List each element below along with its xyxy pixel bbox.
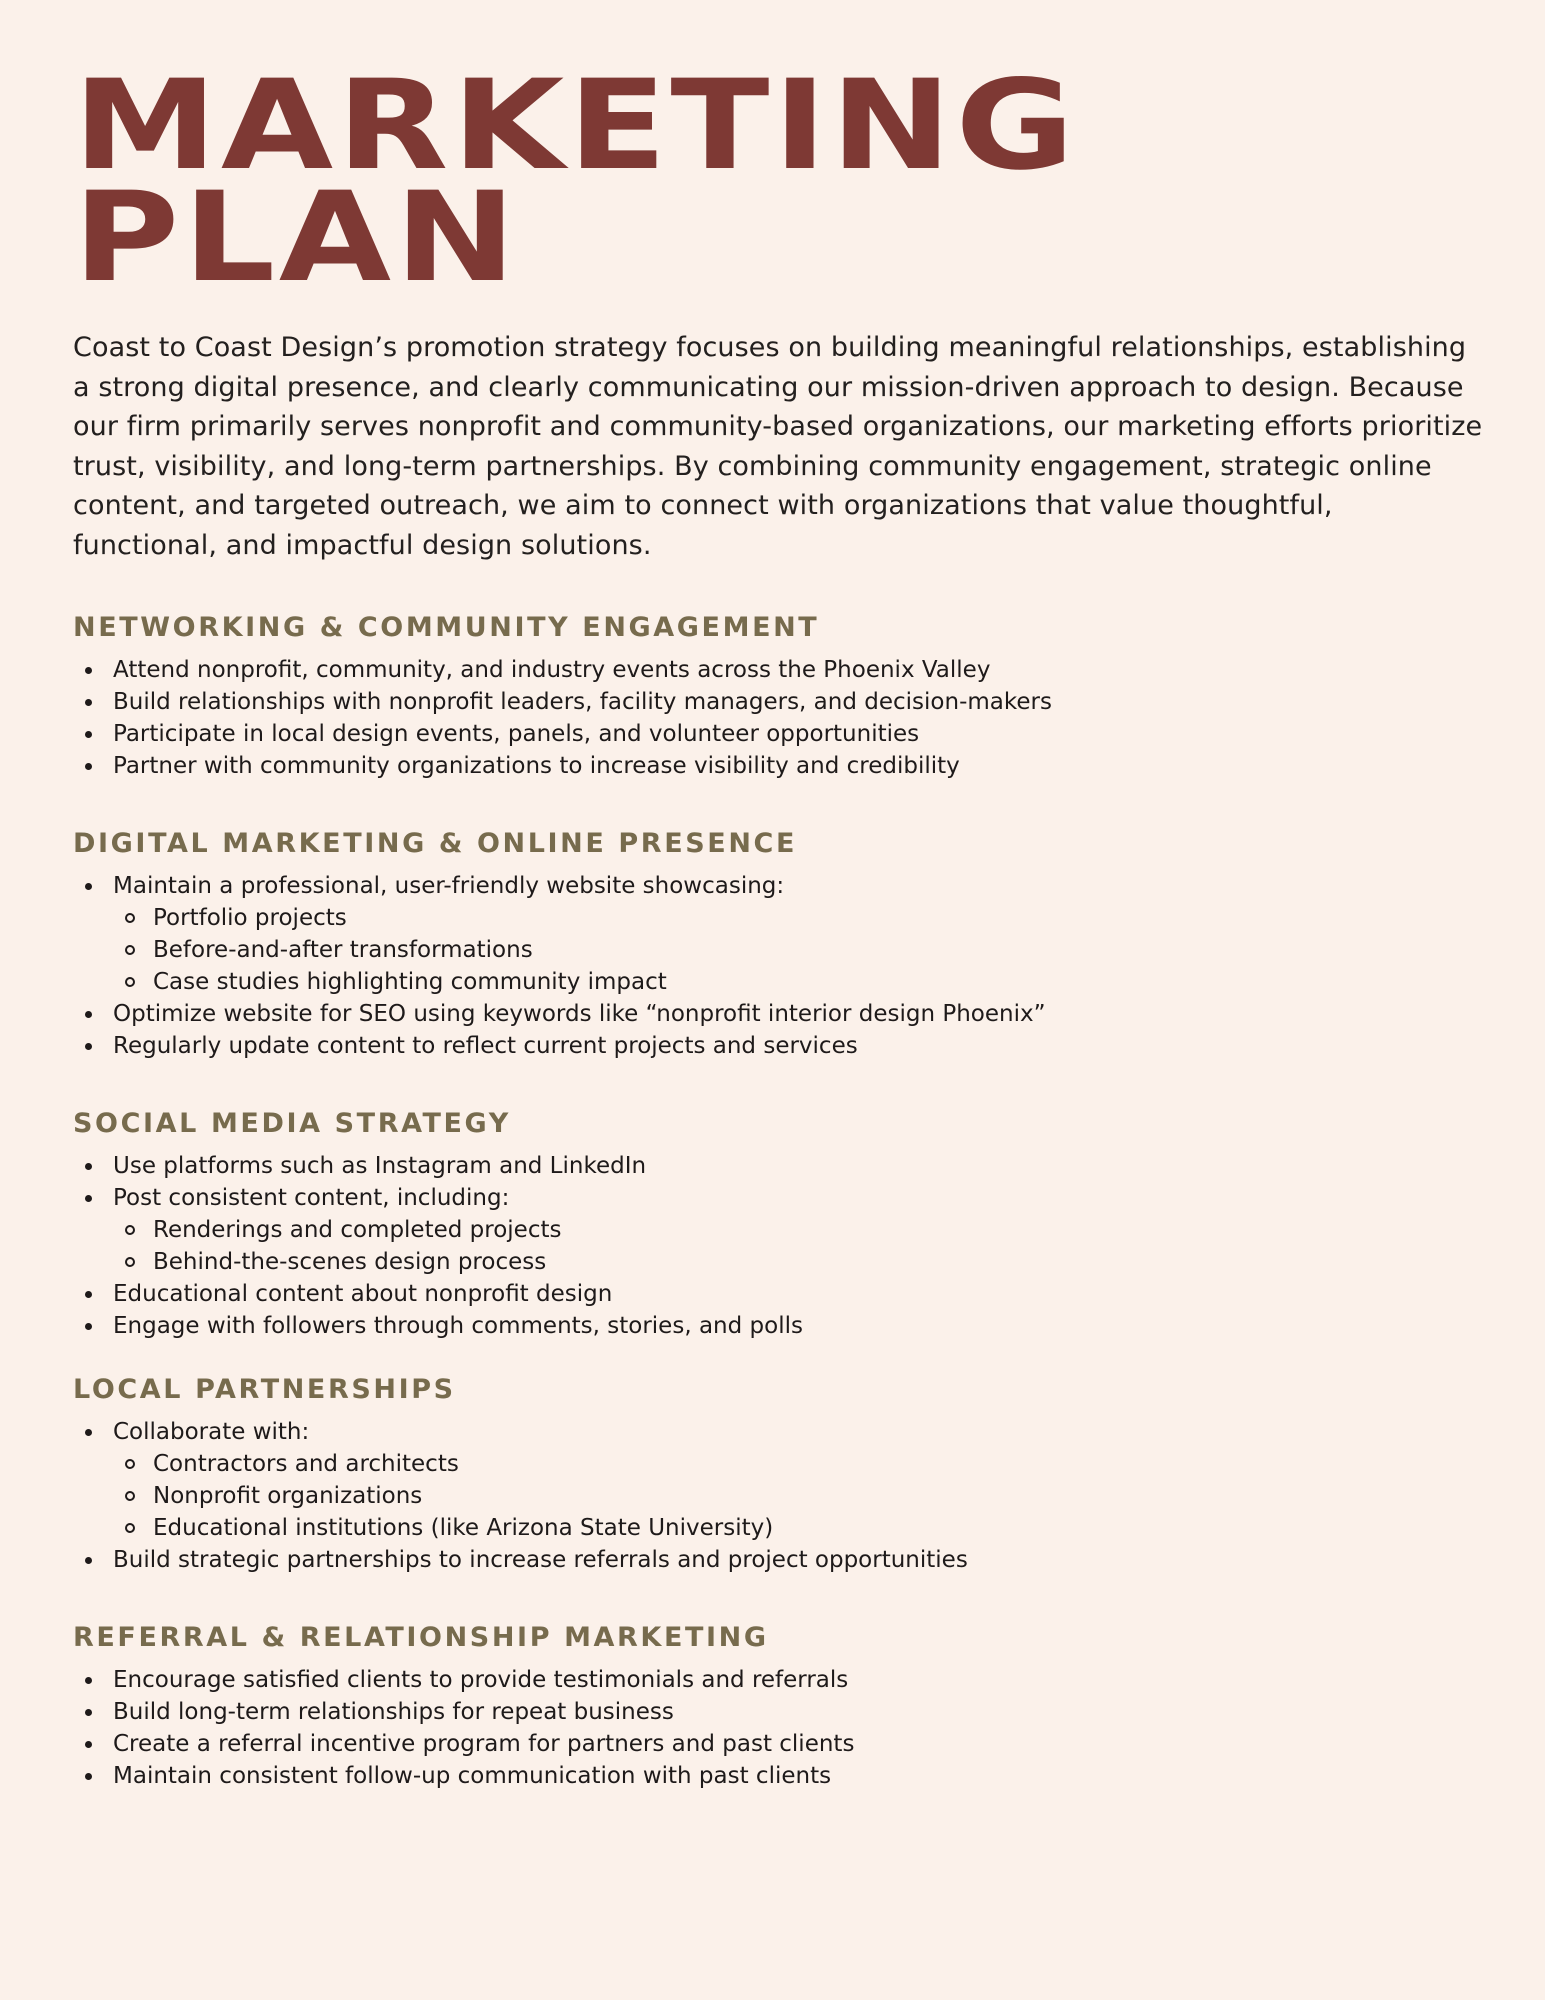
section-referral-marketing: [73, 1620, 1493, 1792]
list-item-text: Collaborate with:: [113, 1418, 310, 1445]
list-item: Regularly update content to reflect current projects and services: [73, 1030, 1493, 1062]
section-networking: [73, 610, 1493, 782]
list-item-text: Post consistent content, including:: [113, 1184, 510, 1211]
list-item: Educational content about nonprofit design: [73, 1278, 1493, 1310]
list-item: Encourage satisfied clients to provide testimonials and referrals: [73, 1664, 1493, 1696]
list-item: Build strategic partnerships to increase referrals and project opportunities: [73, 1544, 1493, 1576]
page-title: [73, 54, 1545, 310]
sub-list-item: Portfolio projects: [113, 902, 1493, 934]
section-social-media: [73, 1106, 1493, 1342]
section-heading: SOCIAL MEDIA STRATEGY: [73, 1107, 511, 1139]
sub-list-item: Educational institutions (like Arizona State University): [113, 1512, 1493, 1544]
sub-list-item: Renderings and completed projects: [113, 1214, 1493, 1246]
sub-bullet-list: [113, 1214, 1493, 1278]
sub-list-item: Nonprofit organizations: [113, 1480, 1493, 1512]
bullet-list: [73, 1150, 1493, 1342]
section-heading: DIGITAL MARKETING & ONLINE PRESENCE: [73, 827, 797, 859]
list-item: Build relationships with nonprofit leaders, facility managers, and decision-makers: [73, 686, 1493, 718]
bullet-list: [73, 1416, 1493, 1576]
sub-list-item: Case studies highlighting community impact: [113, 966, 1493, 998]
sub-bullet-list: [113, 902, 1493, 998]
bullet-list: [73, 870, 1493, 1062]
list-item: Maintain consistent follow-up communication with past clients: [73, 1760, 1493, 1792]
list-item: Create a referral incentive program for partners and past clients: [73, 1728, 1493, 1760]
list-item: [73, 870, 1493, 998]
list-item: Build long-term relationships for repeat business: [73, 1696, 1493, 1728]
sub-bullet-list: [113, 1448, 1493, 1544]
intro-paragraph: Coast to Coast Design’s promotion strategy focuses on building meaningful relationships, establishing a strong digital presence, and clearly communicating our mission-driven approach to design. Because our firm primarily serves nonprofit and community-based organizations, our marketing efforts prioritize trust, visibility, and long-term partnerships. By combining community engagement, strategic online content, and targeted outreach, we aim to connect with organizations that value thoughtful, functional, and impactful design solutions.: [73, 332, 1483, 561]
sub-list-item: Before-and-after transformations: [113, 934, 1493, 966]
sub-list-item: Contractors and architects: [113, 1448, 1493, 1480]
list-item: Attend nonprofit, community, and industry events across the Phoenix Valley: [73, 654, 1493, 686]
bullet-list: [73, 654, 1493, 782]
marketing-plan-page: [73, 54, 1493, 1792]
list-item: Optimize website for SEO using keywords like “nonprofit interior design Phoenix”: [73, 998, 1493, 1030]
title-line-2: PLAN: [73, 166, 520, 310]
list-item: Participate in local design events, panels, and volunteer opportunities: [73, 718, 1493, 750]
list-item: Use platforms such as Instagram and LinkedIn: [73, 1150, 1493, 1182]
title-line-1: MARKETING: [73, 54, 1078, 198]
list-item: Partner with community organizations to increase visibility and credibility: [73, 750, 1493, 782]
section-heading: NETWORKING & COMMUNITY ENGAGEMENT: [73, 611, 820, 643]
section-digital-marketing: [73, 826, 1493, 1062]
list-item: [73, 1416, 1493, 1544]
bullet-list: [73, 1664, 1493, 1792]
section-heading: LOCAL PARTNERSHIPS: [73, 1373, 456, 1405]
list-item: Engage with followers through comments, stories, and polls: [73, 1310, 1493, 1342]
list-item: [73, 1182, 1493, 1278]
section-local-partnerships: [73, 1372, 1493, 1576]
section-heading: REFERRAL & RELATIONSHIP MARKETING: [73, 1621, 769, 1653]
sub-list-item: Behind-the-scenes design process: [113, 1246, 1493, 1278]
list-item-text: Maintain a professional, user-friendly website showcasing:: [113, 872, 785, 899]
